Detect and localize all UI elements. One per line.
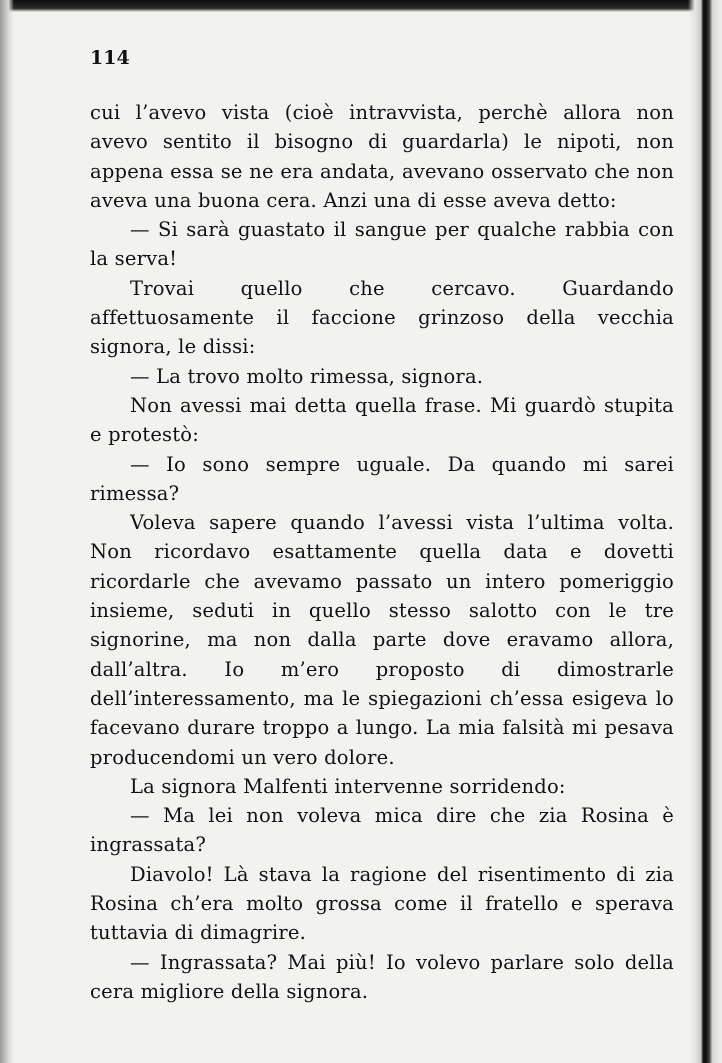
paragraph: Diavolo! Là stava la ragione del risentimento di zia Rosina ch’era molto grossa come il fratello e sperava tuttavia di dimagrire.: [90, 862, 674, 945]
paragraph: — Ma lei non voleva mica dire che zia Rosina è ingrassata?: [90, 804, 674, 857]
paragraph: cui l’avevo vista (cioè intravvista, perchè allora non avevo sentito il bisogno di guardarla) le nipoti, non appena essa se ne era andata, avevano osservato che non aveva una buona cera. Anzi una di esse aveva detto:: [90, 101, 674, 212]
body-text: [90, 98, 674, 1006]
paragraph: — Si sarà guastato il sangue per qualche rabbia con la serva!: [90, 218, 674, 271]
page-number: 114: [90, 47, 130, 69]
paragraph: — La trovo molto rimessa, signora.: [130, 364, 484, 388]
book-spine-edge: [688, 0, 722, 1063]
paragraph: Voleva sapere quando l’avessi vista l’ultima volta. Non ricordavo esattamente quella data e dovetti ricordarle che avevamo passato un intero pomeriggio insieme, seduti in quello stesso salotto con le tre signorine, ma non dalla parte dove eravamo allora, dall’altra. Io m’ero proposto di dimostrarle dell’interessamento, ma le spiegazioni ch’essa esigeva lo facevano durare troppo a lungo. La mia falsità mi pesava producendomi un vero dolore.: [90, 511, 674, 769]
paragraph: — Io sono sempre uguale. Da quando mi sarei rimessa?: [90, 452, 674, 505]
scan-shadow-top: [0, 0, 722, 12]
scan-shadow-left: [0, 0, 14, 1063]
paragraph: La signora Malfenti intervenne sorridendo:: [130, 774, 566, 798]
paragraph: Non avessi mai detta quella frase. Mi guardò stupita e protestò:: [90, 393, 674, 447]
paragraph: — Ingrassata? Mai più! Io volevo parlare solo della cera migliore della signora.: [90, 950, 674, 1003]
paragraph: Trovai quello che cercavo. Guardando affettuosamente il faccione grinzoso della vecchia signora, le dissi:: [90, 276, 674, 359]
